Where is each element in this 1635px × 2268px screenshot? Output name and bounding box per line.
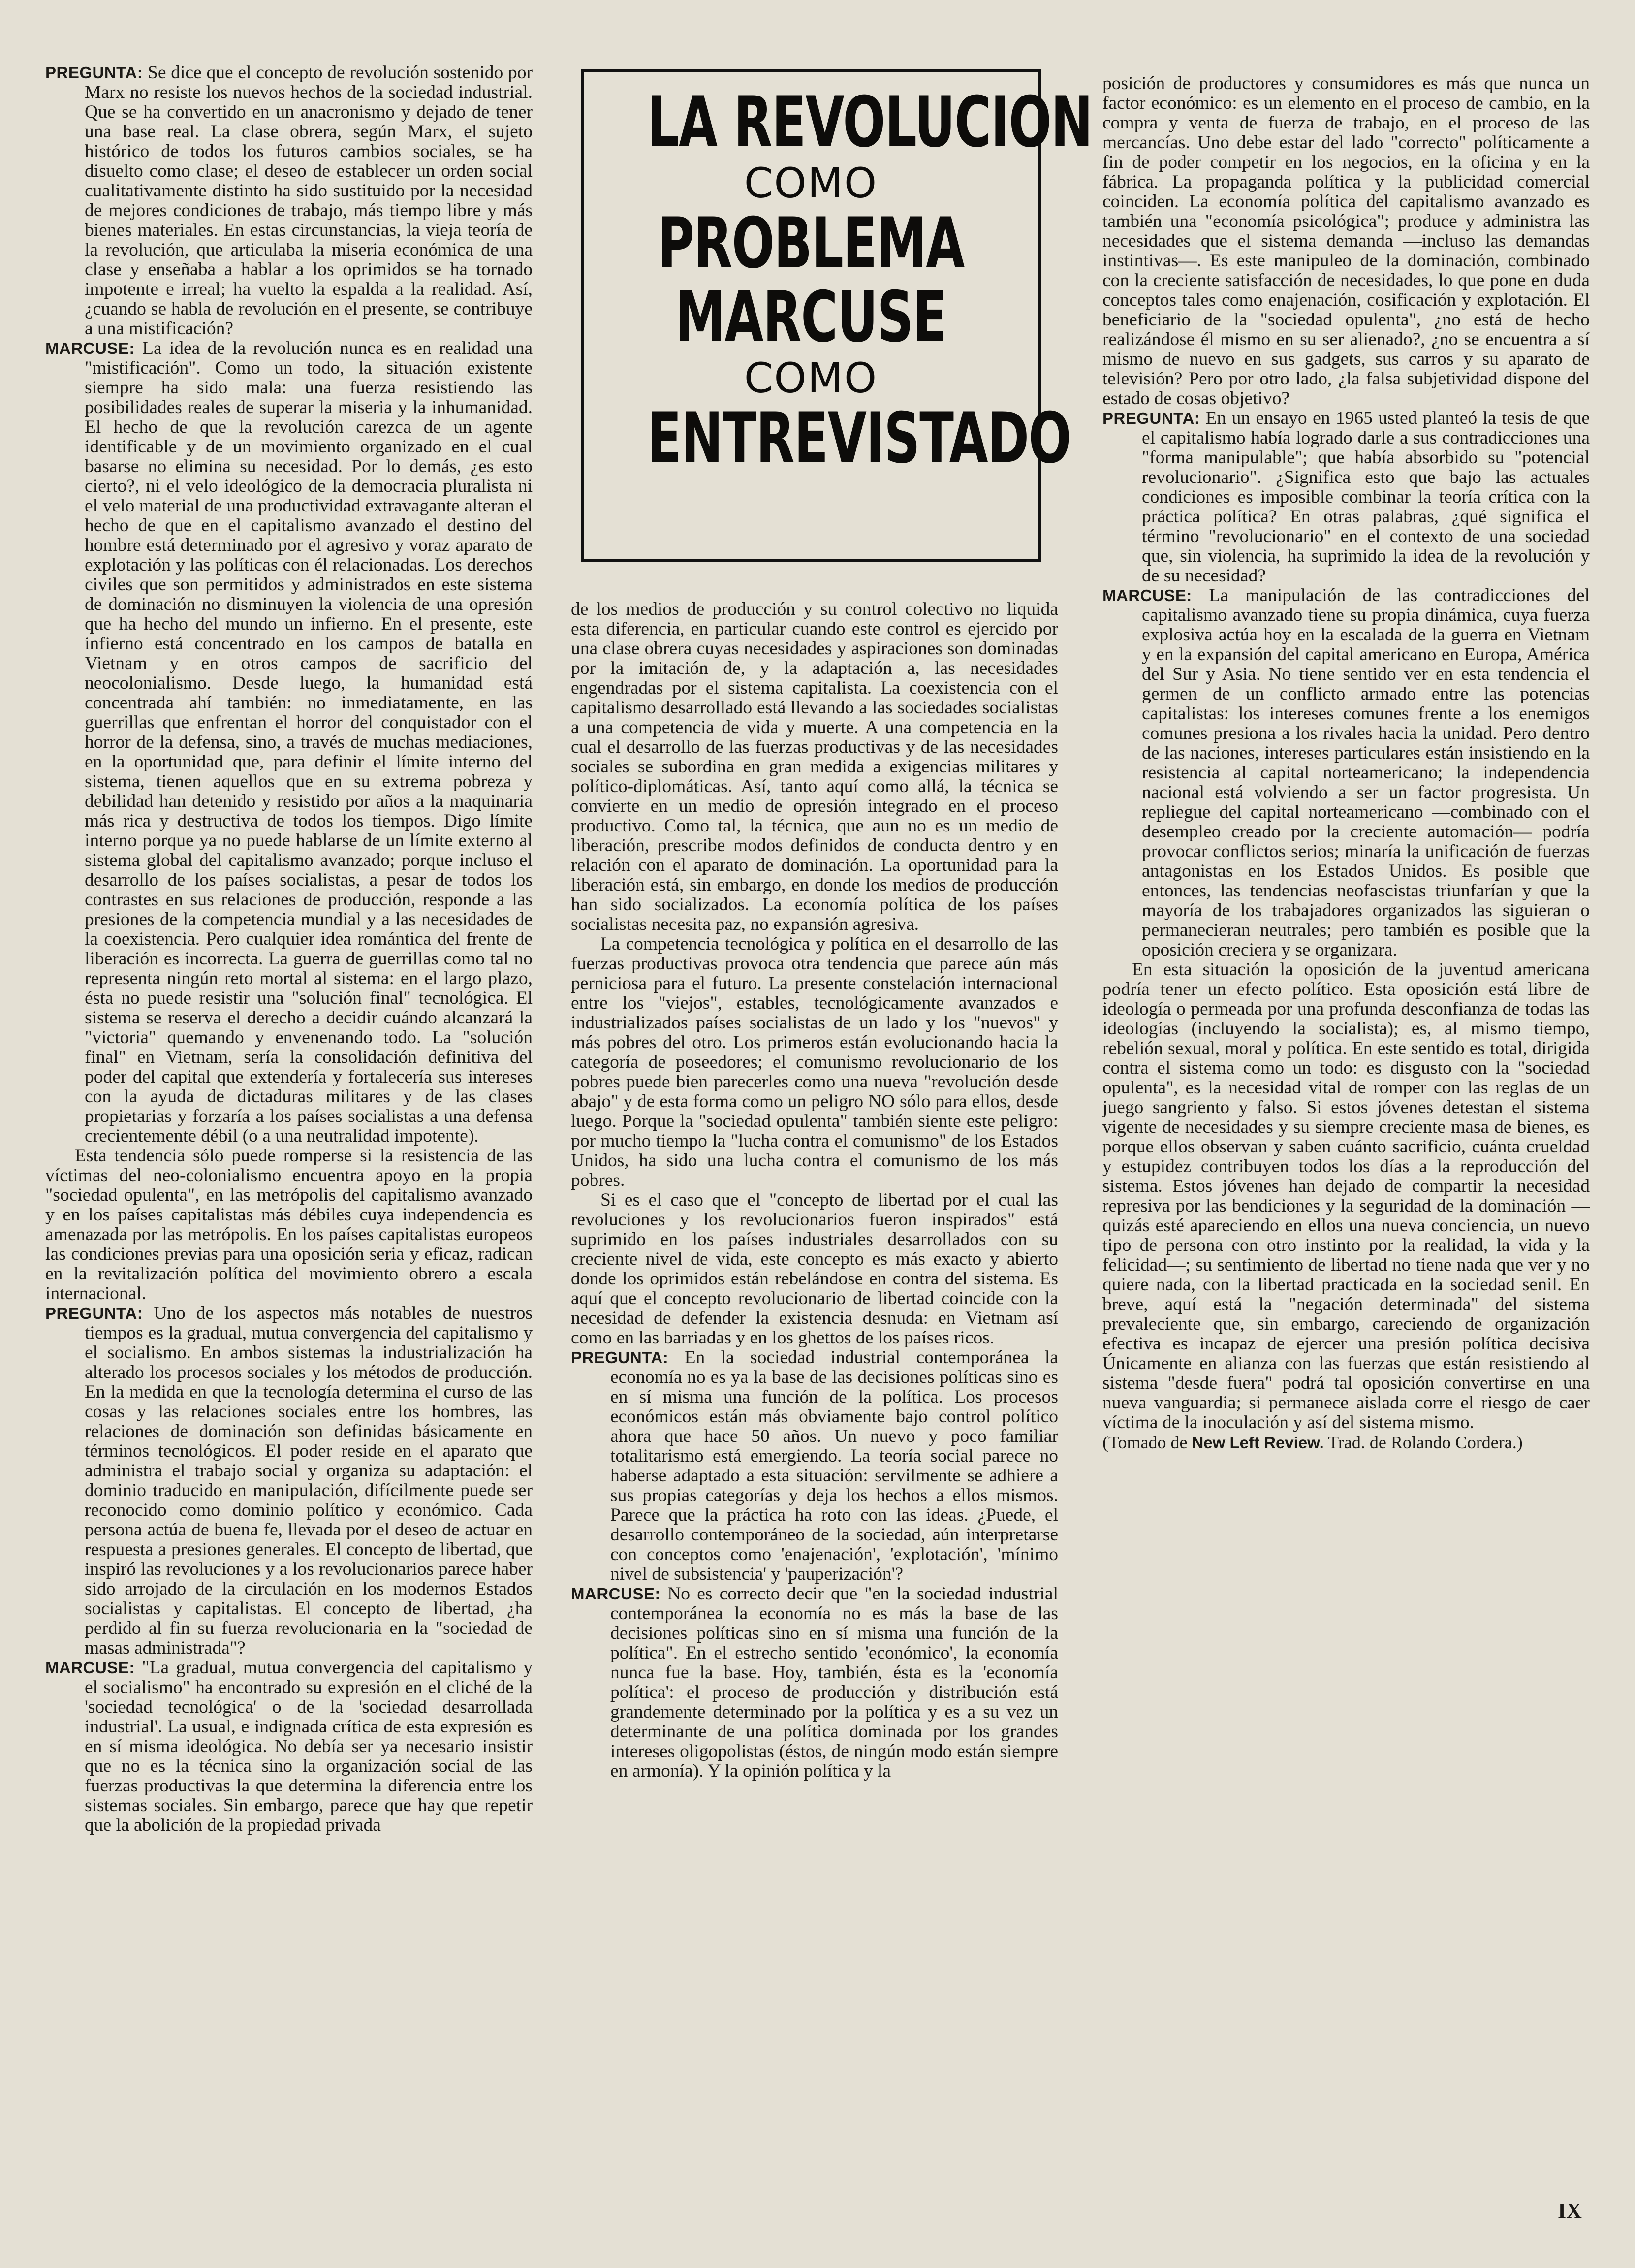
- speaker-label: PREGUNTA:: [571, 1348, 669, 1367]
- answer-4-paragraph: En esta situación la oposición de la juventud americana podría tener un efecto político. Esta oposición está libre de ideología o permeada por una profunda desconfianza de todas las ideologías (incluyendo la socialista); es, al mismo tiempo, rebelión sexual, moral y política. En este sentido es total, dirigida contra el sistema como un todo: es disgusto con la "sociedad opulenta", es la necesidad vital de romper con las reglas de un juego sangriento y falso. Si estos jóvenes detestan el sistema vigente de necesidades y su siempre creciente masa de bienes, es porque ellos observan y saben cuánto sacrificio, cuánta crueldad y estupidez contribuyen todos los días a la reproducción del sistema. Estos jóvenes han dejado de compartir la necesidad represiva por las bendiciones y la seguridad de la dominación —quizás esté apareciendo en ellos una nueva conciencia, un nuevo tipo de persona con otro instinto por la realidad, la vida y la felicidad—; su sentimiento de libertad no tiene nada que ver y no quiere nada, con la libertad practicada en la sociedad senil. En breve, aquí está la "negación determinada" del sistema prevaleciente que, sin embargo, careciendo de organización efectiva es incapaz de ejercer una presión política decisiva Únicamente en alianza con las fuerzas que están resistiendo al sistema "desde fuera" podrá tal oposición convertirse en una nueva vanguardia; si permanece aislada corre el riesgo de caer víctima de la inoculación y así del sistema mismo.: [1102, 959, 1590, 1433]
- answer-text: "La gradual, mutua convergencia del capitalismo y el socialismo" ha encontrado su expresión en el cliché de la 'sociedad tecnológica' o de la 'sociedad desarrollada industrial'. La usual, e indignada crítica de esta expresión es en sí misma ideológica. No debía ser ya necesario insistir que no es la técnica sino la organización social de las fuerzas productivas la que determina la diferencia entre los sistemas sociales. Sin embargo, parece que hay que repetir que la abolición de la propiedad privada: [85, 1658, 533, 1835]
- question-1: [45, 63, 533, 339]
- credit-open: (Tomado de: [1102, 1433, 1192, 1452]
- question-text: En un ensayo en 1965 usted planteó la tesis de que el capitalismo había logrado darle a sus contradicciones una "forma manipulable"; que había absorbido su "potencial revolucionario". ¿Significa esto que bajo las actuales condiciones es imposible combinar la teoría crítica con la práctica política? En otras palabras, ¿qué significa el término "revolucionario" en el contexto de una sociedad que, sin violencia, ha suprimido la idea de la revolución y de su necesidad?: [1142, 408, 1590, 586]
- answer-2-paragraph: Si es el caso que el "concepto de libertad por el cual las revoluciones y los revolucionarios fueron inspirados" está suprimido en los países industriales desarrollados con su creciente nivel de vida, este concepto es más exacto y abierto donde los oprimidos están rebelándose en contra del sistema. Es aquí que el concepto revolucionario de libertad coincide con la necesidad de defender la existencia desnuda: en Vietnam así como en las barriadas y en los ghettos de los países ricos.: [571, 1190, 1058, 1348]
- answer-text: La manipulación de las contradicciones del capitalismo avanzado tiene su propia dinámica, cuya fuerza explosiva actúa hoy en la escalada de la guerra en Vietnam y en la expansión del capital americano en Europa, América del Sur y Asia. No tiene sentido ver en esta tendencia el germen de un conflicto armado entre las potencias capitalistas: los intereses comunes frente a los enemigos comunes presiona a los rivales hacia la unidad. Pero dentro de las naciones, intereses particulares están insistiendo en la resistencia al capital norteamericano; la independencia nacional está volviendo a ser un factor progresista. Un repliegue del capital norteamericano —combinado con el desempleo creado por la creciente automación— podría provocar conflictos serios; minaría la unificación de fuerzas antagonistas en los Estados Unidos. Es posible que entonces, las tendencias neofascistas triunfarían y que la mayoría de los trabajadores organizados las siguieran o permanecieran neutrales; pero también es posible que la oposición creciera y se organizara.: [1142, 585, 1590, 960]
- answer-2-paragraph: La competencia tecnológica y política en el desarrollo de las fuerzas productivas provoca otra tendencia que parece aún más perniciosa para el futuro. La presente constelación internacional entre los "viejos", estables, tecnológicamente avanzados e industrializados países socialistas de un lado y los "nuevos" y más pobres del otro. Los primeros están evolucionando hacia la categoría de poseedores; el comunismo revolucionario de los pobres puede bien parecerles como una nueva "revolución desde abajo" y de esta forma como un peligro NO sólo para ellos, desde luego. Porque la "sociedad opulenta" también siente este peligro: por mucho tiempo la "lucha contra el comunismo" de los Estados Unidos, ha sido una lucha contra el comunismo de los más pobres.: [571, 934, 1058, 1190]
- answer-3: [571, 1584, 1058, 1781]
- title-line-6: ENTREVISTADO: [647, 398, 1071, 479]
- answer-2: [45, 1658, 533, 1835]
- question-text: Se dice que el concepto de revolución sostenido por Marx no resiste los nuevos hechos de la sociedad industrial. Que se ha convertido en un anacronismo y dejado de tener una base real. La clase obrera, según Marx, el sujeto histórico de todos los futuros cambios sociales, se ha disuelto como clase; el deseo de establecer un orden social cualitativamente distinto ha sido sustituido por la necesidad de mejores condiciones de trabajo, más tiempo libre y más bienes materiales. En estas circunstancias, la vieja teoría de la revolución, que articulaba la miseria económica de una clase y enseñaba a hablar a los oprimidos se ha tornado impotente e irreal; ha vuelto la espalda a la realidad. Así, ¿cuando se habla de revolución en el presente, se contribuye a una mistificación?: [85, 63, 533, 339]
- credit-source: New Left Review.: [1192, 1434, 1324, 1452]
- article-title-box: [581, 69, 1093, 562]
- credit-rest: Trad. de Rolando Cordera.): [1323, 1433, 1523, 1452]
- question-2: [45, 1304, 533, 1658]
- speaker-label: MARCUSE:: [571, 1585, 660, 1603]
- middle-column: [571, 600, 1058, 2200]
- speaker-label: MARCUSE:: [45, 339, 135, 357]
- page-number: IX: [1558, 2199, 1582, 2223]
- title-line-2: COMO: [744, 159, 878, 207]
- answer-text: La idea de la revolución nunca es en realidad una "mistificación". Como un todo, la situación existente siempre ha sido mala: una fuerza resistiendo las posibilidades reales de superar la miseria y la inhumanidad. El hecho de que la revolución carezca de un agente identificable y de un movimiento organizado en el cual basarse no elimina su necesidad. Por lo demás, ¿es esto cierto?, ni el velo ideológico de la democracia pluralista ni el velo material de una productividad extravagante alteran el hecho de que en el capitalismo avanzado el destino del hombre está determinado por el agresivo y voraz aparato de explotación y las políticas con él relacionadas. Los derechos civiles que son permitidos y administrados en este sistema de dominación no disminuyen la violencia de una opresión que ha hecho del mundo un infierno. En el presente, este infierno está concentrado en los campos de batalla en Vietnam y en otros campos de sacrificio del neocolonialismo. Desde luego, la humanidad está concentrada ahí también: no inmediatamente, en las guerrillas que enfrentan el horror del conquistador con el horror de la defensa, sino, a través de muchas mediaciones, en la oportunidad que, para definir el límite interno del sistema, tienen aquellos que en su extrema pobreza y debilidad han detenido y resistido por años a la maquinaria más rica y destructiva de todos los tiempos. Digo límite interno porque ya no puede hablarse de un límite externo al sistema global del capitalismo avanzado; porque incluso el desarrollo de los países socialistas, a pesar de todos los contrastes en sus relaciones de producción, responde a las presiones de la competencia mundial y a las necesidades de la coexistencia. Pero cualquier idea romántica del frente de liberación es incorrecta. La guerra de guerrillas como tal no representa ningún reto mortal al sistema: en el largo plazo, ésta no puede resistir una "solución final" tecnológica. El sistema se reserva el derecho a decidir cuándo alcanzará la "victoria" quemando y envenenando todo. La "solución final" en Vietnam, sería la consolidación definitiva del poder del capital que extendería y fortalecería sus intereses con la ayuda de dictaduras militares y de las clases propietarias y forzaría a los países socialistas a una defensa crecientemente débil (o a una neutralidad impotente).: [85, 338, 533, 1146]
- title-line-3: PROBLEMA: [658, 203, 964, 284]
- title-line-1: LA REVOLUCION: [647, 82, 1093, 163]
- answer-2-continued: de los medios de producción y su control colectivo no liquida esta diferencia, en particular cuando este control es ejercido por una clase obrera cuyas necesidades y aspiraciones son dominadas por la imitación de, y la adaptación a, las necesidades engendradas por el sistema capitalista. La coexistencia con el capitalismo desarrollado está llevando a las sociedades socialistas a una competencia de vida y muerte. A una competencia en la cual el desarrollo de las fuerzas productivas y de las necesidades sociales se subordina en gran medida a exigencias militares y político-diplomáticas. Así, tanto aquí como allá, la técnica se convierte en un medio de opresión integrado en el proceso productivo. Como tal, la técnica, que aun no es un medio de liberación, prescribe modos definidos de conducta dentro y en relación con el aparato de dominación. La oportunidad para la liberación está, sin embargo, en donde los medios de producción han sido socializados. La economía política de los países socialistas necesita paz, no expansión agresiva.: [571, 600, 1058, 934]
- source-credit: [1102, 1433, 1590, 1453]
- question-3: [571, 1348, 1058, 1584]
- speaker-label: PREGUNTA:: [45, 64, 143, 82]
- answer-3-continued: posición de productores y consumidores es más que nunca un factor económico: es un elemento en el proceso de cambio, en la compra y venta de fuerza de trabajo, en el proceso de las mercancías. Uno debe estar del lado "correcto" políticamente a fin de poder competir en los negocios, en la oficina y en la fábrica. La propaganda política y la publicidad comercial coinciden. La economía política del capitalismo avanzado es también una "economía psicológica"; produce y administra las necesidades que el sistema demanda —incluso las demandas instintivas—. Es este manipuleo de la dominación, combinado con la creciente satisfacción de necesidades, lo que pone en duda conceptos tales como enajenación, cosificación y explotación. El beneficiario de la "sociedad opulenta", ¿no está de hecho realizándose él mismo en su ser alienado?, ¿no se encuentra a sí mismo de nuevo en sus gadgets, sus carros y su aparato de televisión? Pero por otro lado, ¿la falsa subjetividad dispone del estado de cosas objetivo?: [1102, 74, 1590, 409]
- left-column: [45, 63, 533, 2200]
- title-line-4: MARCUSE: [675, 277, 947, 358]
- speaker-label: PREGUNTA:: [45, 1304, 143, 1322]
- question-text: En la sociedad industrial contemporánea la economía no es ya la base de las decisiones políticas sino es en sí misma una función de la política. Los procesos económicos están más obviamente bajo control político ahora que hace 50 años. Un nuevo y poco familiar totalitarismo está emergiendo. La teoría social parece no haberse adaptado a esta situación: servilmente se adhiere a sus propias categorías y deja los hechos a ellos mismos. Parece que la práctica ha roto con las ideas. ¿Puede, el desarrollo contemporáneo de la sociedad, aún interpretarse con conceptos como 'enajenación', 'explotación', 'mínimo nivel de subsistencia' y 'pauperización'?: [610, 1347, 1058, 1584]
- speaker-label: PREGUNTA:: [1102, 409, 1200, 427]
- answer-4: [1102, 586, 1590, 960]
- answer-1-paragraph: Esta tendencia sólo puede romperse si la resistencia de las víctimas del neo-colonialismo encuentra apoyo en la propia "sociedad opulenta", en las metrópolis del capitalismo avanzado y en los países capitalistas más débiles cuya independencia es amenazada por las metrópolis. En los países capitalistas europeos las condiciones previas para una oposición seria y eficaz, radican en la revitalización política del movimiento obrero a escala internacional.: [45, 1146, 533, 1304]
- answer-1: [45, 339, 533, 1146]
- question-4: [1102, 409, 1590, 586]
- right-column: [1102, 74, 1590, 2171]
- speaker-label: MARCUSE:: [45, 1659, 135, 1677]
- title-line-5: COMO: [744, 354, 878, 402]
- answer-text: No es correcto decir que "en la sociedad industrial contemporánea la economía no es más la base de las decisiones políticas sino en sí misma una función de la política". En el estrecho sentido 'económico', la economía nunca fue la base. Hoy, también, ésta es la 'economía política': el proceso de producción y distribución está grandemente determinado por la política y es a su vez un determinante de una política dominada por los grandes intereses oligopolistas (éstos, de ningún modo están siempre en armonía). Y la opinión política y la: [610, 1584, 1058, 1781]
- speaker-label: MARCUSE:: [1102, 586, 1192, 605]
- question-text: Uno de los aspectos más notables de nuestros tiempos es la gradual, mutua convergencia del capitalismo y el socialismo. En ambos sistemas la industrialización ha alterado los procesos sociales y los métodos de producción. En la medida en que la tecnología determina el curso de las cosas y las relaciones sociales entre los hombres, las relaciones de dominación son definidas básicamente en términos tecnológicos. El poder reside en el aparato que administra el trabajo social y organiza su adaptación: el dominio traducido en manipulación, difícilmente puede ser reconocido como dominio político y económico. Cada persona actúa de buena fe, llevada por el deseo de actuar en respuesta a presiones generales. El concepto de libertad, que inspiró las revoluciones y a los revolucionarios parece haber sido arrojado de la circulación en los modernos Estados socialistas y capitalistas. El concepto de libertad, ¿ha perdido al fin su fuerza revolucionaria en la "sociedad de masas administrada"?: [85, 1303, 533, 1658]
